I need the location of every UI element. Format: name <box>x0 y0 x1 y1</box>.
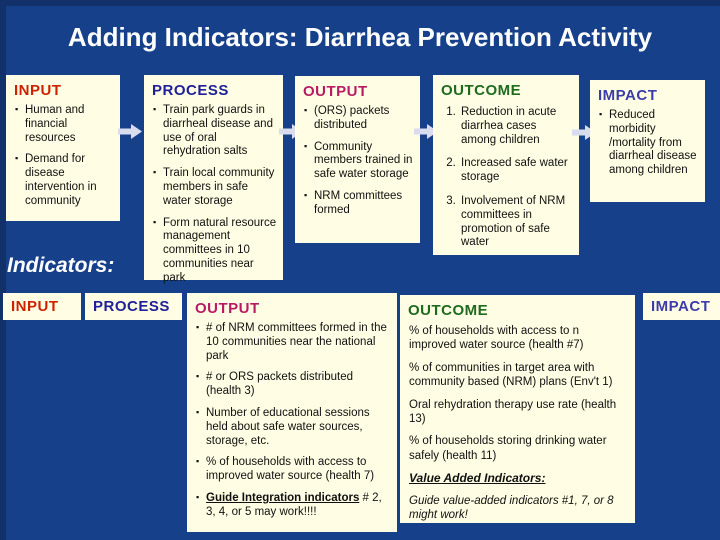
indicators-outcome-box <box>400 295 635 523</box>
input-box-list <box>6 104 120 223</box>
impact-box <box>590 80 705 202</box>
list-item: 2. Increased safe water storage <box>459 157 573 185</box>
list-item: Oral rehydration therapy use rate (health 13) <box>409 398 617 425</box>
list-item: ▪ Human and financial resources <box>15 104 114 145</box>
outcome-box-header: OUTCOME <box>441 82 522 99</box>
list-item: ▪ Train park guards in diarrheal disease and use of oral rehydration salts <box>153 104 277 159</box>
impact-box-list <box>590 109 705 192</box>
process-box-list <box>144 104 283 300</box>
process-box <box>144 75 283 284</box>
list-item: ▪ % of households with access to improved water source (health 7) <box>196 456 391 484</box>
list-item: ▪ NRM committees formed <box>304 190 414 218</box>
flow-arrow-icon <box>118 124 142 139</box>
list-item: ▪ Community members trained in safe water storage <box>304 141 414 182</box>
list-item: % of communities in target area with community based (NRM) plans (Env't 1) <box>409 361 613 389</box>
output-box-header: OUTPUT <box>303 83 368 100</box>
slide-title: Adding Indicators: Diarrhea Prevention Activity <box>67 22 653 52</box>
indicators-input-header: INPUT <box>11 298 59 315</box>
list-item: ▪ Form natural resource management committees in 10 communities near park <box>153 217 277 286</box>
list-item: 3. Involvement of NRM committees in promotion of safe water <box>459 195 573 250</box>
outcome-box <box>433 75 579 255</box>
list-item: ▪ Train local community members in safe water storage <box>153 167 277 208</box>
list-item: ▪ (ORS) packets distributed <box>304 105 414 133</box>
indicators-output-list <box>187 322 397 534</box>
indicators-impact-header: IMPACT <box>651 298 711 315</box>
indicators-input-header-box <box>3 293 81 320</box>
indicators-output-header: OUTPUT <box>195 300 260 317</box>
input-box-header: INPUT <box>14 82 62 99</box>
indicators-impact-header-box <box>643 293 720 320</box>
list-item: ▪ Demand for disease intervention in community <box>15 153 114 208</box>
impact-box-header: IMPACT <box>598 87 658 104</box>
guide-integration-lead: Guide Integration indicators <box>206 491 360 504</box>
value-added-text: Guide value-added indicators #1, 7, or 8 might work! <box>409 495 614 522</box>
list-item: ▪ Reduced morbidity /mortality from diarrheal disease among children <box>599 109 699 178</box>
list-item: 1. Reduction in acute diarrhea cases among children <box>459 106 573 147</box>
indicators-process-header: PROCESS <box>93 298 170 315</box>
list-item: ▪ Number of educational sessions held about safe water sources, storage, etc. <box>196 407 391 448</box>
list-item: ▪ # or ORS packets distributed (health 3) <box>196 371 391 399</box>
indicators-outcome-list <box>400 324 635 535</box>
list-item: % of households with access to n improved water source (health #7) <box>409 325 584 352</box>
indicators-label: Indicators: <box>7 254 115 277</box>
input-box <box>6 75 120 221</box>
list-item <box>196 492 391 520</box>
process-box-header: PROCESS <box>152 82 229 99</box>
list-item: ▪ # of NRM committees formed in the 10 communities near the national park <box>196 322 391 363</box>
indicators-outcome-header: OUTCOME <box>408 302 489 319</box>
output-box <box>295 76 420 243</box>
indicators-output-box <box>187 293 397 532</box>
value-added-title: Value Added Indicators: <box>409 471 546 485</box>
indicators-process-header-box <box>85 293 182 320</box>
guide-integration-rest: # 2, 3, 4, or 5 may work!!!! <box>206 491 382 518</box>
list-item: % of households storing drinking water safely (health 11) <box>409 435 607 462</box>
outcome-box-list <box>433 106 579 266</box>
output-box-list <box>295 105 420 232</box>
slide-top-edge <box>0 0 720 6</box>
